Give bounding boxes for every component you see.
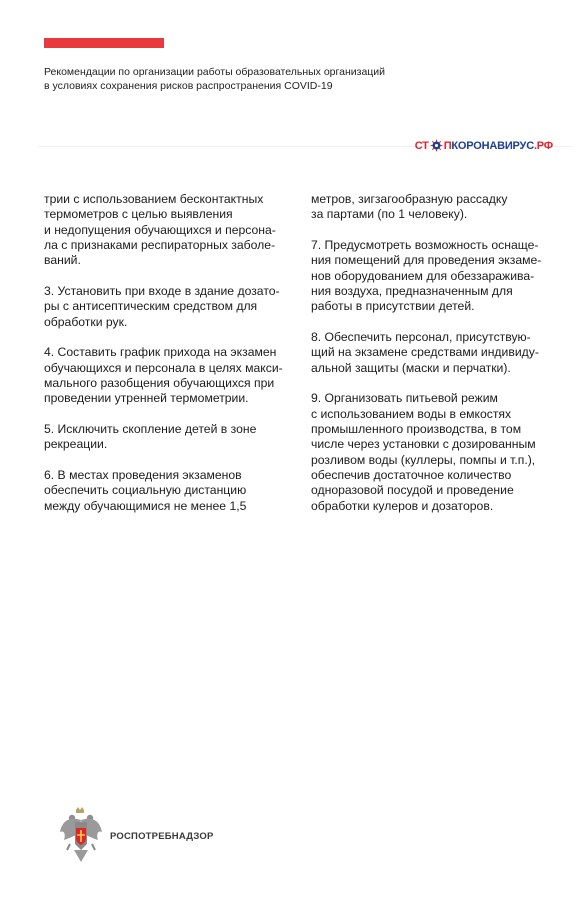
paragraph: метров, зигзагообразную рассадку за партами (по 1 человеку).	[311, 192, 508, 222]
logo-text-koronavirus: КОРОНАВИРУС	[451, 139, 534, 152]
header-title-line-1: Рекомендации по организации работы образовательных организаций	[44, 66, 386, 78]
header-accent-bar	[44, 38, 164, 48]
logo-text-st: СТ	[414, 139, 429, 152]
paragraph: 8. Обеспечить персонал, присутствую- щий на экзамене средствами индивиду- альной защиты (маски и перчатки).	[311, 330, 539, 375]
header-title-line-2: в условиях сохранения рисков распространения COVID-19	[44, 80, 333, 92]
logo-text-rf: .РФ	[533, 139, 553, 152]
right-text-column	[311, 192, 556, 529]
double-headed-eagle-emblem-icon	[58, 806, 104, 866]
paragraph: 5. Исключить скопление детей в зоне рекреации.	[44, 422, 257, 452]
paragraph: 4. Составить график прихода на экзамен обучающихся и персонала в целях макси- мального разобщения обучающихся при проведении утренней термометрии.	[44, 345, 283, 406]
logo-text-p: П	[443, 139, 452, 152]
paragraph: 7. Предусмотреть возможность оснаще- ния помещений для проведения экзаме- нов оборудованием для обеззаражива- ния воздуха, предназначенным для работы в присутствии детей.	[311, 238, 542, 314]
stopkoronavirus-logo	[415, 139, 553, 152]
left-text-column	[44, 192, 289, 530]
footer-org-logo	[58, 806, 214, 866]
virus-icon	[430, 139, 443, 152]
document-header-title	[44, 65, 464, 93]
paragraph: 6. В местах проведения экзаменов обеспечить социальную дистанцию между обучающимися не менее 1,5	[44, 468, 247, 513]
paragraph: 3. Установить при входе в здание дозато- ры с антисептическим средством для обработки рук.	[44, 283, 280, 329]
footer-org-name: РОСПОТРЕБНАДЗОР	[110, 830, 214, 842]
paragraph: трии с использованием бесконтактных термометров с целью выявления и недопущения обучающихся и персона- ла с признаками респираторных заболе- ваний.	[44, 192, 276, 268]
paragraph: 9. Организовать питьевой режим с использованием воды в емкостях промышленного производства, в том числе через установки с дозированным розливом воды (куллеры, помпы и т.п.), обеспечив достаточное количество одноразовой посудой и проведение обработки кулеров и дозаторов.	[311, 391, 536, 513]
